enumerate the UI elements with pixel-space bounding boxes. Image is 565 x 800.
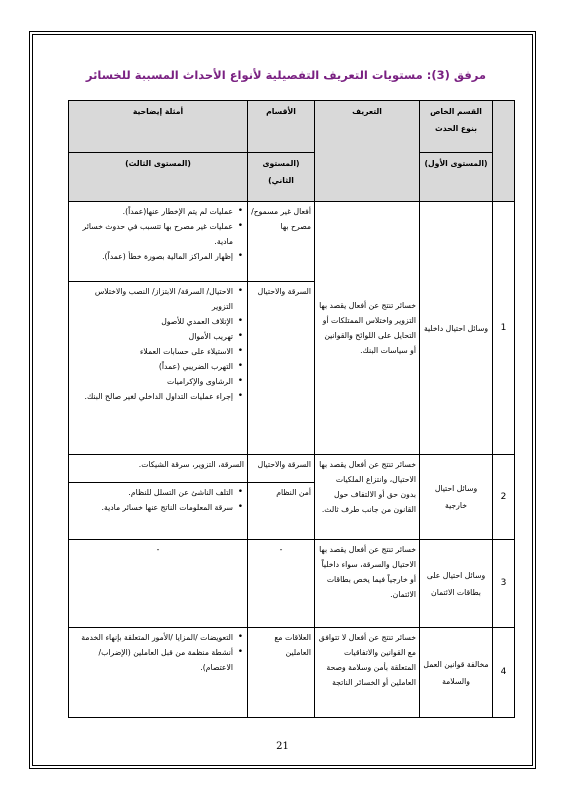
- event-types-table: [68, 100, 515, 718]
- examples-cell: [69, 483, 248, 540]
- row-number: 4: [493, 628, 515, 718]
- category-cell: العلاقات مع العاملين: [248, 628, 315, 718]
- table-row: [69, 628, 515, 718]
- header-sections: الأقسام: [248, 101, 315, 153]
- table-row: [69, 455, 515, 483]
- examples-cell: السرقة، التزوير، سرقة الشيكات.: [69, 455, 248, 483]
- event-type-cell: وسائل احتيال داخلية: [420, 202, 493, 455]
- list-item: • تهريب الأموال: [72, 329, 233, 344]
- category-cell: أفعال غير مسموح/ مصرح بها: [248, 202, 315, 282]
- list-item: • الإتلاف العمدي للأصول: [72, 314, 233, 329]
- definition-cell: خسائر تنتج عن أفعال يقصد بها الاحتيال، وانتزاع الملكيات بدون حق أو الالتفاف حول القانون من جانب طرف ثالث.: [315, 455, 420, 540]
- row-number: 3: [493, 540, 515, 628]
- definition-cell: خسائر تنتج عن أفعال يقصد بها التزوير واختلاس الممتلكات أو التحايل على اللوائح والقوانين أو سياسات البنك.: [315, 202, 420, 455]
- table-row: [69, 540, 515, 628]
- page-number: 21: [276, 741, 289, 752]
- event-type-cell: وسائل احتيال على بطاقات الائتمان: [420, 540, 493, 628]
- list-item: • إجراء عمليات التداول الداخلي لغير صالح البنك.: [72, 389, 233, 404]
- list-item: • الرشاوى والإكراميات: [72, 374, 233, 389]
- definition-cell: خسائر تنتج عن أفعال لا تتوافق مع القوانين والاتفاقيات المتعلقة بأمن وسلامة وصحة العاملين أو الخسائر الناتجة: [315, 628, 420, 718]
- header-level3: (المستوى الثالث): [69, 153, 248, 202]
- examples-cell: -: [69, 540, 248, 628]
- list-item: • التعويضات /المزايا /الأمور المتعلقة بإنهاء الخدمة: [72, 630, 233, 645]
- list-item: • أنشطة منظمة من قبل العاملين (الإضراب/الاعتصام).: [72, 645, 233, 675]
- header-event-type: القسم الخاص بنوع الحدث: [420, 101, 493, 153]
- header-row-top: [69, 101, 515, 153]
- list-item: • الاستيلاء على حسابات العملاء: [72, 344, 233, 359]
- category-cell: السرقة والاحتيال: [248, 455, 315, 483]
- list-item: • التهرب الضريبي (عمداً): [72, 359, 233, 374]
- list-item: • إظهار المراكز المالية بصورة خطأ (عمداً).: [72, 249, 233, 264]
- header-definition: التعريف: [315, 101, 420, 202]
- event-type-cell: وسائل احتيال خارجية: [420, 455, 493, 540]
- annex-title: مرفق (3): مستويات التعريف التفصيلية لأنواع الأحداث المسببة للخسائر: [85, 68, 487, 82]
- header-level1: (المستوى الأول): [420, 153, 493, 202]
- row-number: 1: [493, 202, 515, 455]
- table-row: [69, 202, 515, 282]
- category-cell: السرقة والاحتيال: [248, 282, 315, 455]
- definition-cell: خسائر تنتج عن أفعال يقصد بها الاحتيال والسرقة، سواء داخلياً أو خارجياً فيما يخص بطاقات الائتمان.: [315, 540, 420, 628]
- row-number: 2: [493, 455, 515, 540]
- list-item: • التلف الناشئ عن التسلل للنظام.: [72, 485, 233, 500]
- header-number: [493, 101, 515, 202]
- list-item: • الاحتيال/ السرقة/ الابتزاز/ النصب والاختلاس التزوير: [72, 284, 233, 314]
- examples-cell: [69, 202, 248, 282]
- list-item: • سرقة المعلومات الناتج عنها خسائر مادية.: [72, 500, 233, 515]
- examples-cell: [69, 628, 248, 718]
- examples-cell: [69, 282, 248, 455]
- event-type-cell: مخالفة قوانين العمل والسلامة: [420, 628, 493, 718]
- header-level2: (المستوى الثاني): [248, 153, 315, 202]
- list-item: • عمليات غير مصرح بها تتسبب في حدوث خسائر مادية.: [72, 219, 233, 249]
- list-item: • عمليات لم يتم الإخطار عنها(عمداً).: [72, 204, 233, 219]
- category-cell: أمن النظام: [248, 483, 315, 540]
- header-examples: أمثلة إيضاحية: [69, 101, 248, 153]
- category-cell: -: [248, 540, 315, 628]
- header-row-levels: [69, 153, 515, 202]
